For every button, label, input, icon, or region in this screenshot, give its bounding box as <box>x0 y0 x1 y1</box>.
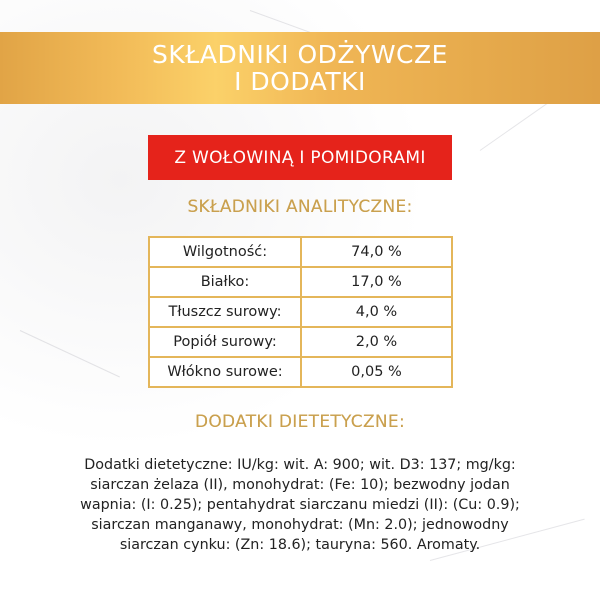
row-value: 4,0 % <box>301 297 452 327</box>
header-banner <box>0 32 600 104</box>
additives-line: Dodatki dietetyczne: IU/kg: wit. A: 900; wit. D3: 137; mg/kg: <box>84 457 516 473</box>
table-row <box>149 267 452 297</box>
marble-vein <box>20 330 120 377</box>
additives-description <box>55 455 545 555</box>
row-label: Wilgotność: <box>149 237 301 267</box>
additives-line: wapnia: (I: 0.25); pentahydrat siarczanu miedzi (II): (Cu: 0.9); <box>80 497 520 513</box>
row-value: 2,0 % <box>301 327 452 357</box>
row-label: Włókno surowe: <box>149 357 301 387</box>
additives-line: siarczan cynku: (Zn: 18.6); tauryna: 560. Aromaty. <box>119 537 481 553</box>
row-label: Tłuszcz surowy: <box>149 297 301 327</box>
analytic-table <box>148 236 453 388</box>
table-row <box>149 327 452 357</box>
additives-line: siarczan żelaza (II), monohydrat: (Fe: 10); bezwodny jodan <box>90 477 510 493</box>
additives-line: siarczan manganawy, monohydrat: (Mn: 2.0); jednowodny <box>91 517 509 533</box>
additives-section-title: DODATKI DIETETYCZNE: <box>0 412 600 432</box>
row-value: 17,0 % <box>301 267 452 297</box>
table-row <box>149 237 452 267</box>
page-title-line2: I DODATKI <box>234 67 366 96</box>
variant-badge: Z WOŁOWINĄ I POMIDORAMI <box>148 135 452 180</box>
row-label: Popiół surowy: <box>149 327 301 357</box>
table-row <box>149 357 452 387</box>
page-title-line1: SKŁADNIKI ODŻYWCZE <box>152 40 448 69</box>
table-row <box>149 297 452 327</box>
row-value: 0,05 % <box>301 357 452 387</box>
row-value: 74,0 % <box>301 237 452 267</box>
row-label: Białko: <box>149 267 301 297</box>
analytic-section-title: SKŁADNIKI ANALITYCZNE: <box>0 197 600 217</box>
